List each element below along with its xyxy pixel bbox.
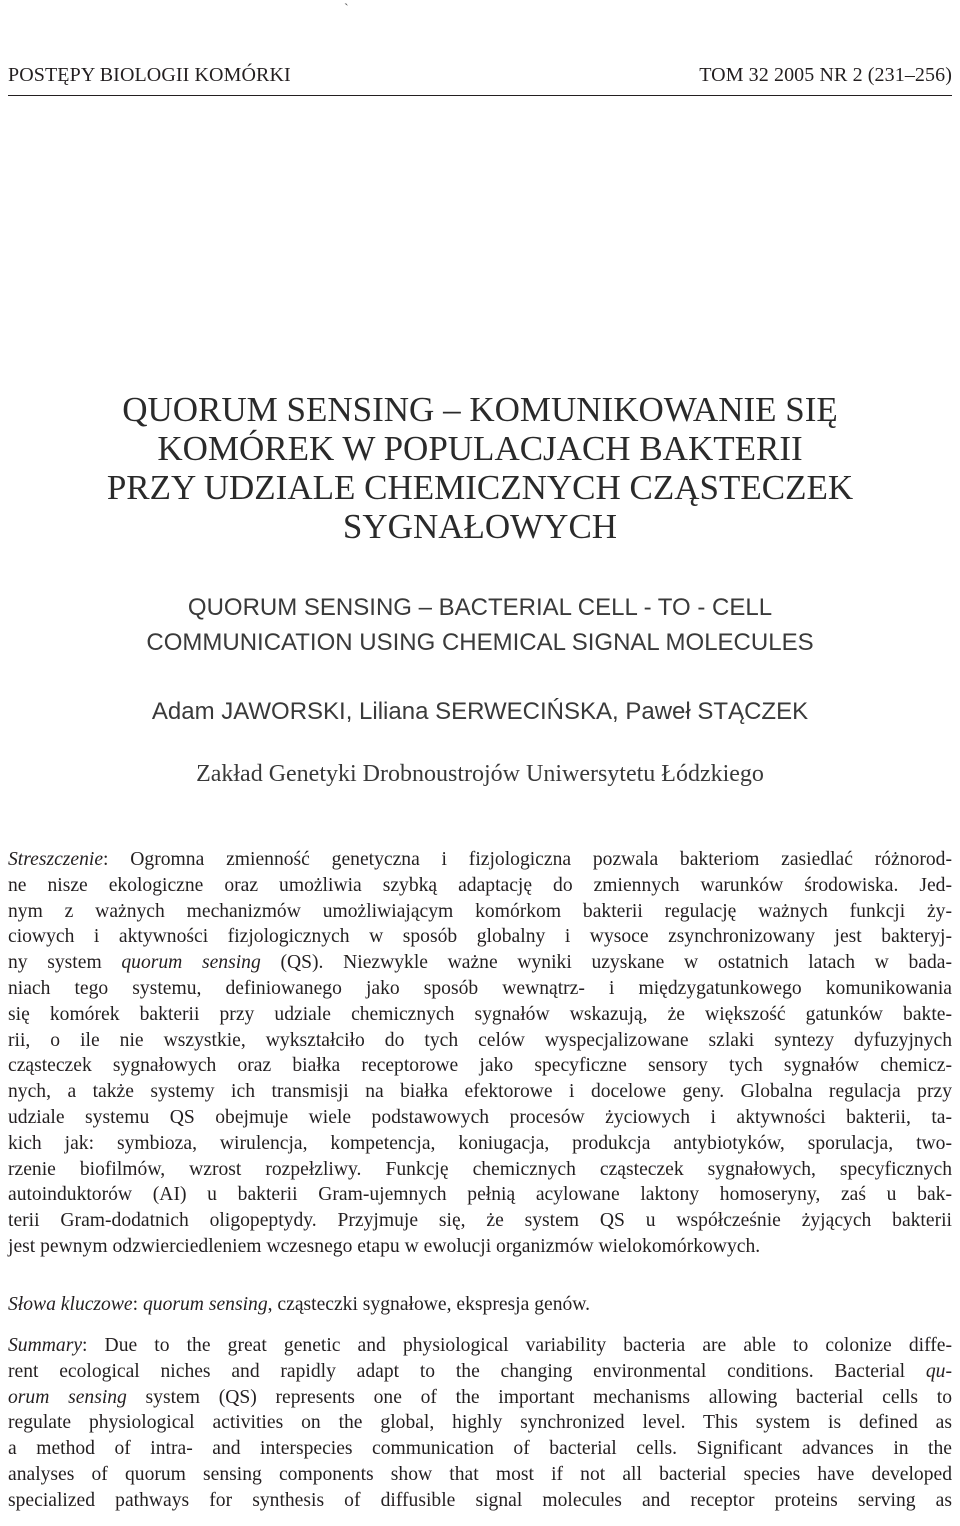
summary-line: orum sensing system (QS) represents one of the important mechanisms allowing bacterial cells to bbox=[8, 1386, 952, 1408]
abstract-line: rii, o ile nie wszystkie, wykształciło do tych celów wyspecjalizowane szlaki syntezy dyfuzyjnych bbox=[8, 1029, 952, 1051]
english-title-line: COMMUNICATION USING CHEMICAL SIGNAL MOLECULES bbox=[146, 629, 814, 656]
abstract-label: Streszczenie bbox=[8, 849, 104, 870]
abstract-line: jest pewnym odzwierciedleniem wczesnego etapu w ewolucji organizmów wielokomórkowych. bbox=[8, 1235, 761, 1257]
affiliation: Zakład Genetyki Drobnoustrojów Uniwersytetu Łódzkiego bbox=[196, 761, 764, 787]
abstract-line: ne nisze ekologiczne oraz umożliwia szybką adaptację do zmiennych warunków środowiska. Jed- bbox=[8, 874, 952, 896]
authors: Adam JAWORSKI, Liliana SERWECIŃSKA, Paweł STĄCZEK bbox=[151, 698, 809, 725]
summary-line: Summary: Due to the great genetic and physiological variability bacteria are able to colonize diffe- bbox=[8, 1335, 952, 1356]
keywords: Słowa kluczowe: quorum sensing, cząsteczki sygnałowe, ekspresja genów. bbox=[8, 1294, 591, 1315]
english-title-line: QUORUM SENSING – BACTERIAL CELL - TO - CELL bbox=[187, 594, 773, 621]
title-line: QUORUM SENSING – KOMUNIKOWANIE SIĘ bbox=[122, 390, 838, 429]
abstract-line: ny system quorum sensing (QS). Niezwykle ważne wyniki uzyskane w ostatnich latach w bada- bbox=[8, 952, 952, 974]
summary-line: rent ecological niches and rapidly adapt to the changing environmental conditions. Bacterial qu- bbox=[8, 1360, 952, 1382]
abstract-line: Streszczenie: Ogromna zmienność genetyczna i fizjologiczna pozwala bakteriom zasiedlać różnorod- bbox=[8, 849, 952, 870]
summary-line: regulate physiological activities on the global, highly synchronized level. This system is defined as bbox=[8, 1412, 952, 1434]
abstract-line: terii Gram-dodatnich oligopeptydy. Przyjmuje się, że system QS u współcześnie żyjących bakterii bbox=[8, 1210, 952, 1232]
running-header bbox=[8, 64, 952, 94]
abstract-line: niach tego systemu, definiowanego jako sposób wewnątrz- i międzygatunkowego komunikowania bbox=[8, 977, 952, 999]
summary-line: analyses of quorum sensing components show that most if not all bacterial species have developed bbox=[8, 1463, 952, 1485]
keyword-term: quorum sensing bbox=[142, 1294, 268, 1315]
abstract-line: się komórek bakterii przy udziale chemicznych sygnałów wskazują, że większość gatunków bakte- bbox=[8, 1003, 952, 1025]
english-title bbox=[0, 590, 960, 660]
abstract-line: rzenie biofilmów, wzrost rozpełzliwy. Funkcję chemicznych cząsteczek sygnałowych, specyficznych bbox=[8, 1158, 952, 1180]
issue-info: TOM 32 2005 NR 2 (231–256) bbox=[699, 64, 952, 86]
summary-line: specialized pathways for synthesis of diffusible signal molecules and receptor proteins serving as bbox=[8, 1489, 952, 1511]
summary bbox=[8, 1333, 952, 1514]
abstract-line: nych, a także systemy ich transmisji na białka efektorowe i docelowe geny. Globalna regulacja przy bbox=[8, 1081, 952, 1103]
article-title bbox=[0, 390, 960, 546]
title-line: SYGNAŁOWYCH bbox=[342, 507, 618, 546]
summary-line: a method of intra- and interspecies communication of bacterial cells. Significant advances in the bbox=[8, 1438, 952, 1460]
abstract-line: kich jak: symbioza, wirulencja, kompetencja, koniugacja, produkcja antybiotyków, sporulacja, two- bbox=[8, 1132, 952, 1154]
summary-label: Summary bbox=[8, 1335, 83, 1356]
scan-mark: ` bbox=[344, 2, 349, 17]
abstract-line: nym z ważnych mechanizmów umożliwiającym komórkom bakterii regulację ważnych funkcji ży- bbox=[8, 900, 952, 922]
abstract-line: autoinduktorów (AI) u bakterii Gram-ujemnych pełnią acylowane laktony homoseryny, zaś u bak- bbox=[8, 1184, 952, 1206]
title-line: KOMÓREK W POPULACJACH BAKTERII bbox=[157, 429, 803, 468]
journal-name: POSTĘPY BIOLOGII KOMÓRKI bbox=[8, 64, 291, 86]
abstract-line: cząsteczek sygnałowych oraz białka receptorowe jako specyficzne sensory tych sygnałów chemicz- bbox=[8, 1055, 952, 1077]
header-rule bbox=[8, 95, 952, 96]
term-quorum-sensing: quorum sensing bbox=[121, 952, 261, 974]
keywords-label: Słowa kluczowe bbox=[8, 1294, 133, 1315]
abstract bbox=[8, 847, 952, 1260]
abstract-line: udziale systemu QS obejmuje wiele podstawowych procesów życiowych i aktywności bakterii, ta- bbox=[8, 1106, 952, 1128]
title-line: PRZY UDZIALE CHEMICZNYCH CZĄSTECZEK bbox=[106, 468, 854, 507]
abstract-line: ciowych i aktywności fizjologicznych w sposób globalny i wysoce zsynchronizowany jest bakteryj- bbox=[8, 926, 952, 948]
